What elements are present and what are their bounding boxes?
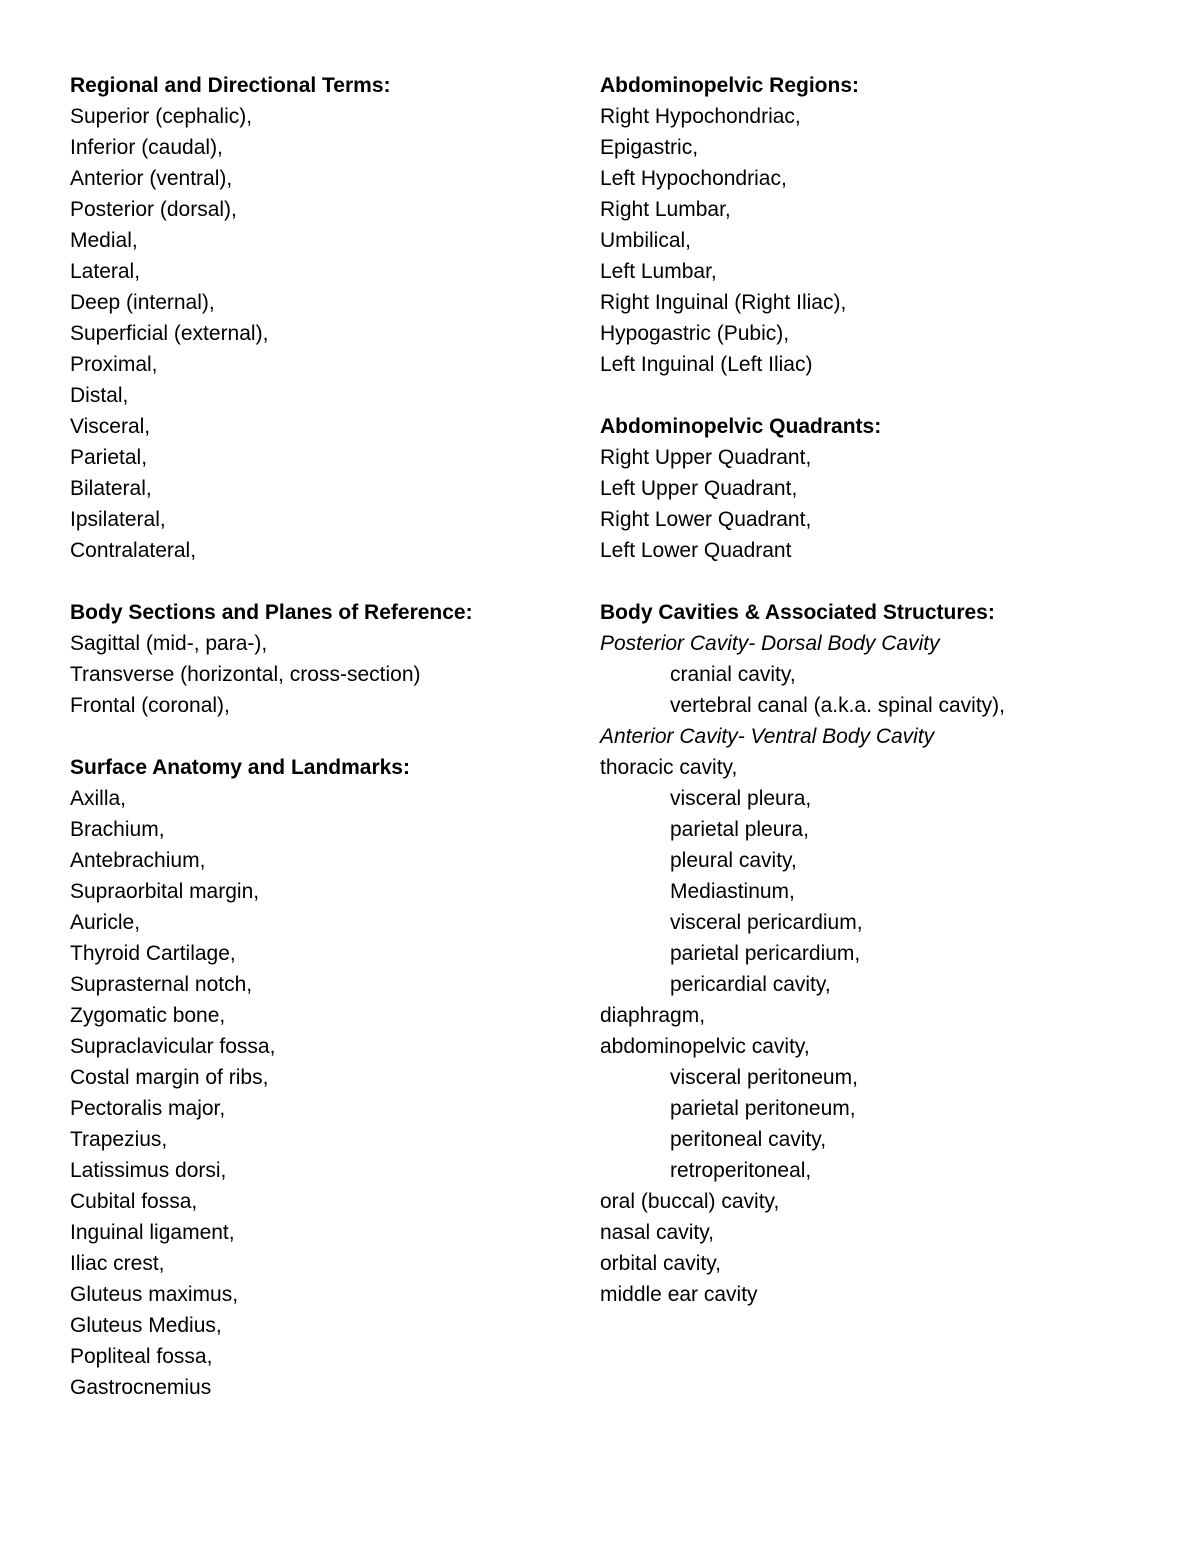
- list-item: Left Upper Quadrant,: [600, 477, 798, 500]
- list-item: Gluteus maximus,: [70, 1283, 239, 1306]
- list-item: Bilateral,: [70, 477, 152, 500]
- section-heading: Body Cavities & Associated Structures:: [600, 601, 995, 624]
- list-item: Ipsilateral,: [70, 508, 166, 531]
- list-item: Auricle,: [70, 911, 141, 934]
- list-item: parietal pleura,: [670, 818, 809, 841]
- list-item: parietal peritoneum,: [670, 1097, 856, 1120]
- list-item: Left Hypochondriac,: [600, 167, 787, 190]
- list-item: Iliac crest,: [70, 1252, 165, 1275]
- list-item: Medial,: [70, 229, 138, 252]
- list-item: Left Lower Quadrant: [600, 539, 792, 562]
- list-item: retroperitoneal,: [670, 1159, 812, 1182]
- list-item: visceral pleura,: [670, 787, 812, 810]
- list-item: Axilla,: [70, 787, 127, 810]
- list-item: Superior (cephalic),: [70, 105, 253, 128]
- list-item: Umbilical,: [600, 229, 692, 252]
- left-column: [70, 70, 570, 1434]
- list-item: Right Lower Quadrant,: [600, 508, 812, 531]
- list-item: Posterior (dorsal),: [70, 198, 237, 221]
- list-item: thoracic cavity,: [600, 756, 738, 779]
- list-item: Antebrachium,: [70, 849, 206, 872]
- section-regional-and-directional-terms: [70, 70, 570, 566]
- list-item: Inguinal ligament,: [70, 1221, 235, 1244]
- list-item: Superficial (external),: [70, 322, 269, 345]
- section-body-sections-and-planes-of-reference: [70, 597, 570, 721]
- list-item: Costal margin of ribs,: [70, 1066, 269, 1089]
- list-item: Right Upper Quadrant,: [600, 446, 812, 469]
- section-body-cavities-and-associated-structures: [600, 597, 1160, 1310]
- section-heading: Regional and Directional Terms:: [70, 74, 391, 97]
- list-item: Sagittal (mid-, para-),: [70, 632, 268, 655]
- section-abdominopelvic-regions: [600, 70, 1160, 380]
- list-item: Visceral,: [70, 415, 151, 438]
- list-item: cranial cavity,: [670, 663, 796, 686]
- list-item: abdominopelvic cavity,: [600, 1035, 810, 1058]
- list-item: Deep (internal),: [70, 291, 215, 314]
- list-item: Cubital fossa,: [70, 1190, 198, 1213]
- list-item: vertebral canal (a.k.a. spinal cavity),: [670, 694, 1005, 717]
- list-item: Trapezius,: [70, 1128, 168, 1151]
- list-item: Right Inguinal (Right Iliac),: [600, 291, 847, 314]
- section-abdominopelvic-quadrants: [600, 411, 1160, 566]
- list-item: Gluteus Medius,: [70, 1314, 222, 1337]
- list-item: Popliteal fossa,: [70, 1345, 213, 1368]
- list-item: Inferior (caudal),: [70, 136, 223, 159]
- list-item: parietal pericardium,: [670, 942, 861, 965]
- list-item: diaphragm,: [600, 1004, 706, 1027]
- section-heading: Surface Anatomy and Landmarks:: [70, 756, 410, 779]
- list-item: Frontal (coronal),: [70, 694, 230, 717]
- list-item: Left Lumbar,: [600, 260, 717, 283]
- list-item: Suprasternal notch,: [70, 973, 253, 996]
- list-item: orbital cavity,: [600, 1252, 721, 1275]
- list-item: Hypogastric (Pubic),: [600, 322, 790, 345]
- list-item: Distal,: [70, 384, 129, 407]
- list-item: Parietal,: [70, 446, 148, 469]
- list-item: Right Hypochondriac,: [600, 105, 801, 128]
- list-item: Left Inguinal (Left Iliac): [600, 353, 813, 376]
- list-item: Gastrocnemius: [70, 1376, 212, 1399]
- list-item: Contralateral,: [70, 539, 197, 562]
- list-item: Latissimus dorsi,: [70, 1159, 227, 1182]
- list-item: peritoneal cavity,: [670, 1128, 827, 1151]
- list-item: Supraorbital margin,: [70, 880, 260, 903]
- list-item: Thyroid Cartilage,: [70, 942, 236, 965]
- list-item: Epigastric,: [600, 136, 699, 159]
- list-item: Pectoralis major,: [70, 1097, 226, 1120]
- list-item: middle ear cavity: [600, 1283, 758, 1306]
- section-surface-anatomy-and-landmarks: [70, 752, 570, 1403]
- list-item: oral (buccal) cavity,: [600, 1190, 780, 1213]
- subheading-item: Posterior Cavity- Dorsal Body Cavity: [600, 632, 940, 655]
- list-item: Supraclavicular fossa,: [70, 1035, 276, 1058]
- list-item: Mediastinum,: [670, 880, 795, 903]
- list-item: Transverse (horizontal, cross-section): [70, 663, 421, 686]
- list-item: Anterior (ventral),: [70, 167, 233, 190]
- list-item: Proximal,: [70, 353, 158, 376]
- list-item: visceral pericardium,: [670, 911, 863, 934]
- section-heading: Body Sections and Planes of Reference:: [70, 601, 473, 624]
- list-item: Right Lumbar,: [600, 198, 731, 221]
- right-column: [600, 70, 1160, 1341]
- list-item: visceral peritoneum,: [670, 1066, 858, 1089]
- list-item: Brachium,: [70, 818, 165, 841]
- section-heading: Abdominopelvic Regions:: [600, 74, 860, 97]
- list-item: nasal cavity,: [600, 1221, 714, 1244]
- section-heading: Abdominopelvic Quadrants:: [600, 415, 882, 438]
- list-item: pleural cavity,: [670, 849, 797, 872]
- list-item: pericardial cavity,: [670, 973, 831, 996]
- list-item: Zygomatic bone,: [70, 1004, 226, 1027]
- subheading-item: Anterior Cavity- Ventral Body Cavity: [600, 725, 935, 748]
- list-item: Lateral,: [70, 260, 141, 283]
